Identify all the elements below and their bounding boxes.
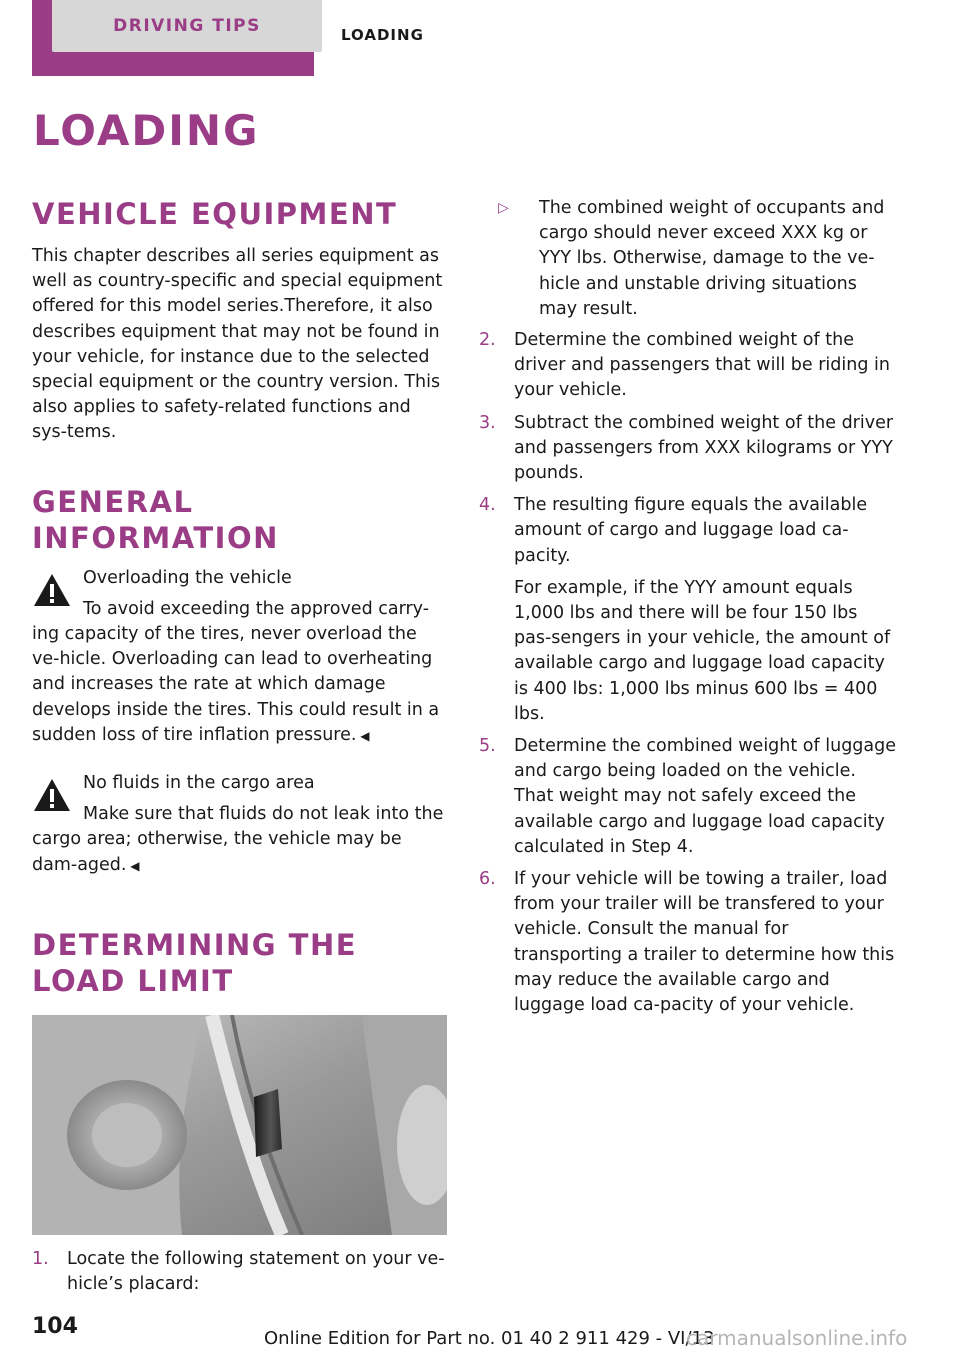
list-item [32,1247,447,1297]
left-column [32,196,447,1297]
step-text: Subtract the combined weight of the driver and passengers from XXX kilograms or YYY pounds. [514,412,894,484]
list-item [479,867,899,1018]
end-mark-icon: ◀ [356,728,370,743]
step-text: If your vehicle will be towing a trailer, load from your trailer will be transfered to your vehicle. Consult the manual for transporting a trailer to determine how this may reduce the available cargo and luggage load ca-pacity of your vehicle. [514,869,895,1016]
header-tab [32,0,314,76]
warning-title: Overloading the vehicle [83,567,292,588]
warning-body-text: Make sure that fluids do not leak into the cargo area; otherwise, the vehicle may be dam-aged. [32,804,444,875]
step-number: 4. [479,495,496,516]
end-mark-icon: ◀ [126,858,140,873]
step-number: 6. [479,869,496,890]
warning-body [32,597,447,749]
warning-triangle-icon [32,777,72,813]
step-number: 1. [32,1248,49,1269]
warning-body [32,802,447,879]
watermark: carmanualsonline.info [686,1326,908,1350]
general-information-heading: GENERAL INFORMATION [32,484,279,555]
list-item [479,411,899,487]
placard-statement [471,196,899,322]
list-item [479,493,899,727]
step-example: For example, if the YYY amount equals 1,000 lbs and there will be four 150 lbs pas-sengers in your vehicle, the amount of available cargo and luggage load capacity is 400 lbs: 1,000 lbs minus 600 lbs = 400 lbs. [514,577,891,724]
warning-title: No fluids in the cargo area [83,773,315,794]
warning-triangle-icon [32,572,72,608]
steps-list-right [479,328,899,1018]
steps-list-left [32,1247,447,1297]
vehicle-equipment-heading: VEHICLE EQUIPMENT [32,197,398,231]
page-title: LOADING [33,106,260,155]
step-number: 3. [479,412,496,433]
determining-load-limit-heading: DETERMINING THE LOAD LIMIT [32,927,358,998]
header-tab-inner [52,0,322,52]
step-text: Determine the combined weight of luggage and cargo being loaded on the vehicle. That weight may not safely exceed the available cargo and luggage load capacity calculated in Step 4. [514,736,897,857]
step-text: Determine the combined weight of the driver and passengers that will be riding in your vehicle. [514,330,890,401]
step-text: The resulting figure equals the available amount of cargo and luggage load ca-pacity. [514,495,868,566]
right-column [479,196,899,1018]
list-item [479,734,899,860]
door-sill-placard-photo [32,1015,447,1235]
section-label: LOADING [341,26,424,44]
step-number: 2. [479,330,496,351]
vehicle-equipment-body: This chapter describes all series equipment as well as country-specific and special equipment offered for this model series.Therefore, it also describes equipment that may not be found in your vehicle, for instance due to the selected special equipment or the country version. This also applies to safety-related functions and sys-tems. [32,246,443,443]
step-text: Locate the following statement on your ve-hicle’s placard: [67,1248,445,1295]
step-number: 5. [479,736,496,757]
warning-fluids [32,771,447,879]
warning-overloading [32,566,447,749]
warning-body-text: To avoid exceeding the approved carry-ing capacity of the tires, never overload the ve-hicle. Overloading can lead to overheating and increases the rate at which damage develops inside the tires. This could result in a sudden loss of tire inflation pressure. [32,598,440,745]
page-number: 104 [32,1314,78,1339]
placard-statement-text: The combined weight of occupants and cargo should never exceed XXX kg or YYY lbs. Otherwise, damage to the ve-hicle and unstable driving situations may result. [539,198,885,319]
footer-edition: Online Edition for Part no. 01 40 2 911 429 - VI/13 [264,1328,715,1349]
list-item [479,328,899,404]
chapter-label: DRIVING TIPS [113,16,261,36]
triangle-bullet-icon: ▷ [498,200,509,216]
